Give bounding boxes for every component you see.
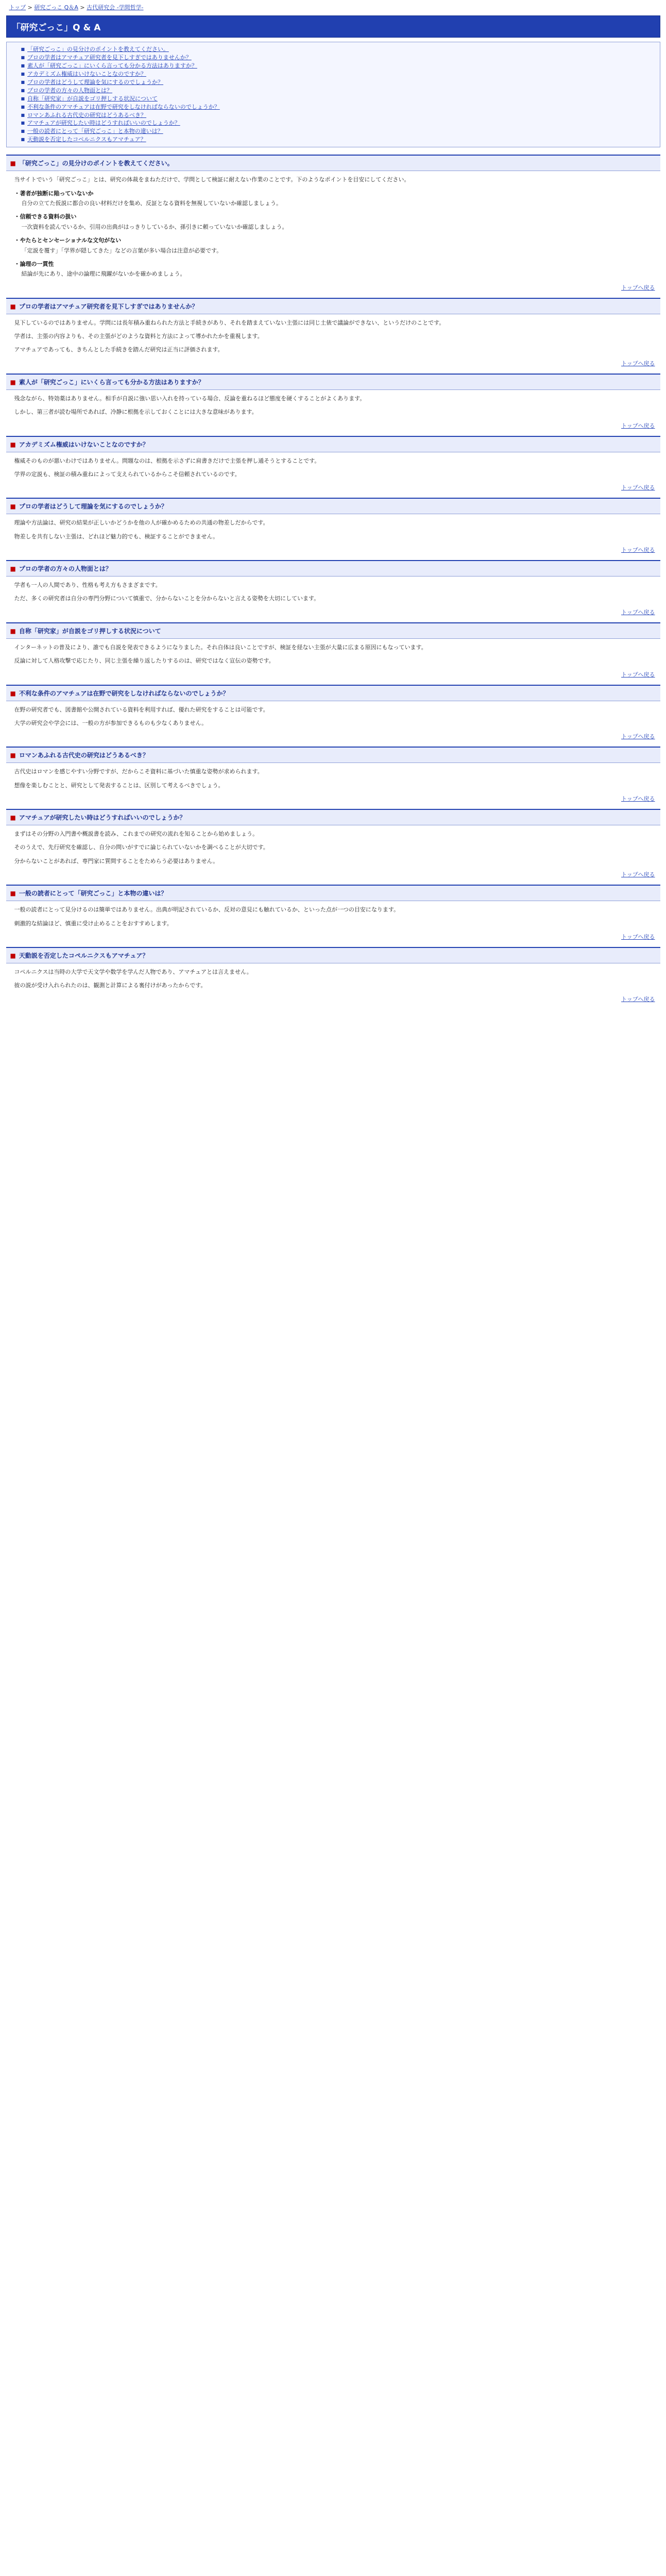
back-to-top-link[interactable]: トップへ戻る [621, 995, 655, 1003]
answer-paragraph: しかし、第三者が読む場所であれば、冷静に根拠を示しておくことには大きな意味があります。 [14, 409, 258, 416]
question-text: プロの学者はどうして理論を気にするのでしょうか？ [19, 503, 167, 511]
toc-item [21, 127, 655, 135]
question-heading [6, 560, 660, 577]
breadcrumb [6, 0, 660, 13]
back-to-top [6, 670, 655, 679]
back-to-top-link[interactable]: トップへ戻る [621, 484, 655, 492]
question-heading [6, 436, 660, 452]
back-to-top-link[interactable]: トップへ戻る [621, 795, 655, 802]
square-bullet-icon: ■ [10, 378, 16, 386]
question-text: アマチュアが研究したい時はどうすればいいのでしょうか？ [19, 814, 186, 821]
qa-section [6, 298, 660, 367]
answer-paragraph: 学界の定説も、検証の積み重ねによって支えられているからこそ信頼されているのです。 [14, 470, 241, 478]
toc-item [21, 95, 655, 103]
answer-paragraph: 大学の研究会や学会には、一般の方が参加できるものも少なくありません。 [14, 719, 208, 726]
toc-link[interactable]: アマチュアが研究したい時はどうすればいいのでしょうか？ [27, 120, 180, 127]
back-to-top [6, 995, 655, 1003]
qa-section [6, 885, 660, 941]
square-bullet-icon: ■ [10, 952, 16, 959]
answer-subheading: ・やたらとセンセーショナルな文句がない [14, 237, 122, 244]
answer-body [6, 394, 660, 417]
answer-paragraph: 学者も一人の人間であり、性格も考え方もさまざまです。 [14, 582, 161, 588]
square-bullet-icon: ■ [10, 440, 16, 448]
back-to-top [6, 421, 655, 430]
toc-link[interactable]: アカデミズム権威はいけないことなのですか？ [27, 70, 146, 77]
answer-paragraph: 結論が先にあり、途中の論理に飛躍がないかを確かめましょう。 [21, 270, 186, 278]
back-to-top [6, 933, 655, 941]
back-to-top [6, 870, 655, 878]
question-heading [6, 374, 660, 390]
question-heading [6, 155, 660, 171]
answer-body [6, 968, 660, 990]
answer-subheading: ・信頼できる資料の扱い [14, 213, 77, 221]
answer-body [6, 318, 660, 354]
question-heading [6, 747, 660, 763]
answer-paragraph: 想像を楽しむことと、研究として発表することは、区別して考えるべきでしょう。 [14, 782, 224, 789]
back-to-top [6, 794, 655, 803]
question-heading [6, 298, 660, 314]
square-bullet-icon: ■ [10, 752, 16, 759]
answer-paragraph: 自分の立てた仮説に都合の良い材料だけを集め、反証となる資料を無視していないか確認しましょう。 [21, 200, 282, 207]
qa-section [6, 155, 660, 291]
toc-link[interactable]: 素人が「研究ごっこ」にいくら言っても分かる方法はありますか？ [27, 62, 197, 69]
back-to-top [6, 608, 655, 616]
toc-item [21, 78, 655, 87]
answer-paragraph: 理論や方法論は、研究の結果が正しいかどうかを他の人が確かめるための共通の物差しだからです。 [14, 519, 269, 527]
toc-link[interactable]: プロの学者はアマチュア研究者を見下しすぎではありませんか？ [27, 54, 192, 61]
toc-item [21, 103, 655, 111]
answer-body [6, 705, 660, 728]
page-title: 「研究ごっこ」Q & A [6, 15, 660, 38]
answer-paragraph: 古代史はロマンを感じやすい分野ですが、だからこそ資料に基づいた慎重な姿勢が求められます。 [14, 768, 263, 775]
answer-paragraph: そのうえで、先行研究を確認し、自分の問いがすでに論じられていないかを調べることが大切です。 [14, 844, 269, 851]
toc-link[interactable]: ロマンあふれる古代史の研究はどうあるべき？ [27, 111, 147, 118]
answer-body [6, 643, 660, 666]
toc-item [21, 111, 655, 120]
answer-paragraph: 在野の研究者でも、図書館や公開されている資料を利用すれば、優れた研究をすることは可能です。 [14, 706, 269, 713]
answer-paragraph: 分からないことがあれば、専門家に質問することをためらう必要はありません。 [14, 857, 219, 865]
question-heading [6, 885, 660, 901]
table-of-contents [6, 42, 660, 147]
answer-body [6, 175, 660, 278]
qa-container [6, 155, 660, 1003]
qa-section [6, 436, 660, 492]
question-text: アカデミズム権威はいけないことなのですか？ [19, 440, 149, 448]
answer-paragraph: 学者は、主張の内容よりも、その主張がどのような資料と方法によって導かれたかを重視します。 [14, 333, 263, 340]
back-to-top-link[interactable]: トップへ戻る [621, 422, 655, 429]
answer-paragraph: 見下しているのではありません。学問には長年積み重ねられた方法と手続きがあり、それを踏まえていない主張には同じ土俵で議論ができない、というだけのことです。 [14, 319, 445, 326]
answer-paragraph: 物差しを共有しない主張は、どれほど魅力的でも、検証することができません。 [14, 533, 219, 540]
breadcrumb-home-link[interactable]: トップ [9, 4, 26, 11]
back-to-top-link[interactable]: トップへ戻る [621, 933, 655, 940]
back-to-top-link[interactable]: トップへ戻る [621, 284, 655, 291]
answer-paragraph: 反論に対して人格攻撃で応じたり、同じ主張を繰り返したりするのは、研究ではなく宣伝の姿勢です。 [14, 657, 275, 665]
toc-item [21, 70, 655, 78]
back-to-top-link[interactable]: トップへ戻る [621, 547, 655, 553]
square-bullet-icon: ■ [10, 890, 16, 897]
answer-paragraph: 刺激的な結論ほど、慎重に受け止めることをおすすめします。 [14, 920, 173, 927]
question-text: 「研究ごっこ」の見分けのポイントを教えてください。 [19, 160, 174, 167]
answer-paragraph: 権威そのものが悪いわけではありません。問題なのは、根拠を示さずに肩書きだけで主張を押し通そうとすることです。 [14, 457, 320, 464]
square-bullet-icon: ■ [10, 302, 16, 310]
toc-item [21, 87, 655, 95]
back-to-top-link[interactable]: トップへ戻る [621, 733, 655, 740]
qa-section [6, 685, 660, 741]
answer-body [6, 905, 660, 928]
qa-section [6, 374, 660, 430]
toc-link[interactable]: 不利な条件のアマチュアは在野で研究をしなければならないのでしょうか？ [27, 103, 220, 110]
answer-paragraph: まずはその分野の入門書や概説書を読み、これまでの研究の流れを知ることから始めましょう。 [14, 831, 259, 837]
answer-body [6, 581, 660, 603]
answer-paragraph: 一次資料を読んでいるか、引用の出典がはっきりしているか、孫引きに頼っていないか確認しましょう。 [21, 223, 288, 230]
question-heading [6, 947, 660, 963]
toc-link[interactable]: プロの学者はどうして理論を気にするのでしょうか？ [27, 78, 164, 86]
answer-paragraph: 当サイトでいう「研究ごっこ」とは、研究の体裁をまねただけで、学問として検証に耐えない作業のことです。下のようなポイントを目安にしてください。 [14, 176, 410, 183]
answer-body [6, 767, 660, 790]
question-heading [6, 809, 660, 825]
qa-section [6, 622, 660, 679]
back-to-top [6, 546, 655, 554]
question-heading [6, 685, 660, 701]
back-to-top-link[interactable]: トップへ戻る [621, 608, 655, 616]
question-text: プロの学者はアマチュア研究者を見下しすぎではありませんか？ [19, 302, 198, 310]
answer-subheading: ・著者が独断に陥っていないか [14, 190, 94, 197]
question-text: 素人が「研究ごっこ」にいくら言っても分かる方法はありますか？ [19, 378, 204, 386]
answer-paragraph: 一般の読者にとって見分けるのは簡単ではありません。出典が明記されているか、反対の意見にも触れているか、といった点が一つの目安になります。 [14, 906, 400, 913]
answer-paragraph: ただ、多くの研究者は自分の専門分野について慎重で、分からないことを分からないと言える姿勢を大切にしています。 [14, 595, 320, 602]
page [6, 0, 660, 1003]
question-heading [6, 622, 660, 639]
question-text: プロの学者の方々の人物面とは？ [19, 565, 112, 572]
qa-section [6, 498, 660, 554]
back-to-top [6, 283, 655, 292]
question-text: 不利な条件のアマチュアは在野で研究をしなければならないのでしょうか？ [19, 689, 229, 697]
breadcrumb-current-link[interactable]: 古代研究会 -学問哲学- [87, 4, 144, 11]
answer-body [6, 829, 660, 866]
toc-item [21, 119, 655, 127]
question-text: ロマンあふれる古代史の研究はどうあるべき？ [19, 752, 149, 759]
toc-link[interactable]: 天動説を否定したコペルニクスもアマチュア？ [27, 136, 146, 143]
answer-subheading: ・論理の一貫性 [14, 260, 54, 267]
square-bullet-icon: ■ [10, 160, 16, 167]
back-to-top-link[interactable]: トップへ戻る [621, 871, 655, 878]
square-bullet-icon: ■ [10, 503, 16, 511]
square-bullet-icon: ■ [10, 565, 16, 572]
toc-item [21, 135, 655, 144]
question-text: 一般の読者にとって「研究ごっこ」と本物の違いは？ [19, 890, 167, 897]
answer-paragraph: 彼の説が受け入れられたのは、観測と計算による裏付けがあったからです。 [14, 982, 207, 989]
question-heading [6, 498, 660, 514]
toc-item [21, 54, 655, 62]
breadcrumb-mid-link[interactable]: 研究ごっこ Q＆A [34, 4, 78, 11]
answer-paragraph: アマチュアであっても、きちんとした手続きを踏んだ研究は正当に評価されます。 [14, 346, 224, 353]
breadcrumb-separator: > [80, 4, 87, 11]
back-to-top-link[interactable]: トップへ戻る [621, 671, 655, 678]
qa-section [6, 809, 660, 878]
answer-paragraph: インターネットの普及により、誰でも自説を発表できるようになりました。それ自体は良いことですが、検証を経ない主張が大量に広まる原因にもなっています。 [14, 643, 427, 651]
square-bullet-icon: ■ [10, 689, 16, 697]
toc-item [21, 62, 655, 70]
breadcrumb-separator: > [27, 4, 35, 11]
answer-paragraph: 残念ながら、特効薬はありません。相手が自説に強い思い入れを持っている場合、反論を重ねるほど態度を硬くすることがよくあります。 [14, 395, 366, 402]
toc-list [12, 45, 655, 144]
back-to-top-link[interactable]: トップへ戻る [621, 360, 655, 367]
back-to-top [6, 483, 655, 492]
square-bullet-icon: ■ [10, 814, 16, 821]
question-text: 天動説を否定したコペルニクスもアマチュア？ [19, 952, 149, 959]
answer-body [6, 518, 660, 541]
toc-link[interactable]: プロの学者の方々の人物面とは？ [27, 87, 113, 94]
toc-item [21, 45, 655, 54]
question-text: 自称「研究家」が自説をゴリ押しする状況について [19, 627, 161, 635]
qa-section [6, 947, 660, 1003]
toc-link[interactable]: 自称「研究家」が自説をゴリ押しする状況について [27, 95, 158, 102]
qa-section [6, 747, 660, 803]
qa-section [6, 560, 660, 616]
answer-paragraph: コペルニクスは当時の大学で天文学や数学を学んだ人物であり、アマチュアとは言えません。 [14, 968, 252, 975]
back-to-top [6, 359, 655, 367]
back-to-top [6, 732, 655, 740]
answer-paragraph: 「定説を覆す」「学界が隠してきた」などの言葉が多い場合は注意が必要です。 [21, 247, 223, 254]
toc-link[interactable]: 一般の読者にとって「研究ごっこ」と本物の違いは？ [27, 128, 163, 135]
square-bullet-icon: ■ [10, 627, 16, 635]
toc-link[interactable]: 「研究ごっこ」の見分けのポイントを教えてください。 [27, 46, 169, 53]
answer-body [6, 456, 660, 479]
